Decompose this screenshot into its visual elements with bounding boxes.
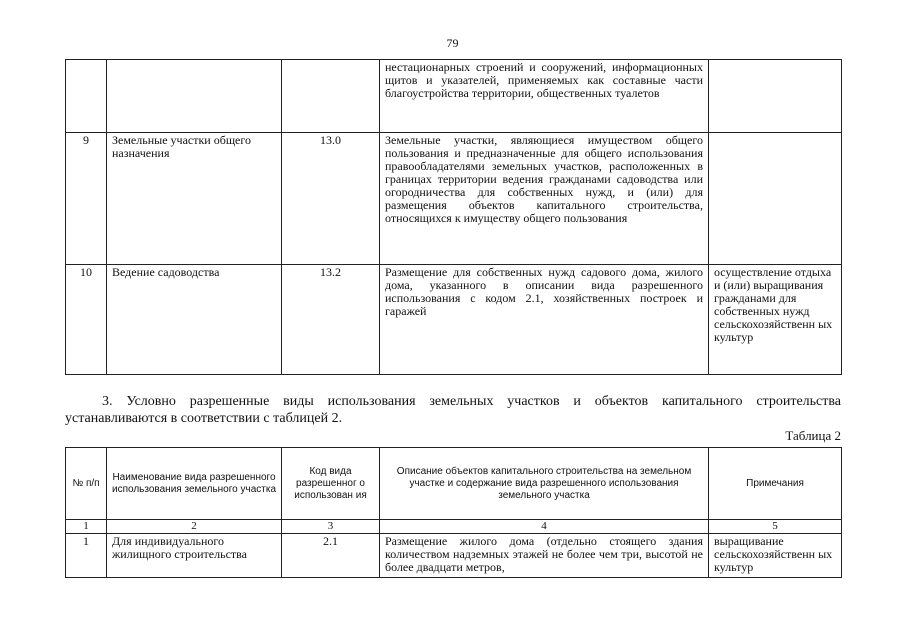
row-number [66, 60, 107, 133]
column-number: 5 [709, 520, 842, 534]
section-3-paragraph: 3. Условно разрешенные виды использования земельных участков и объектов капитального строительства устанавливаются в соответствии с таблицей 2. [65, 394, 841, 426]
use-type-description: нестационарных строений и сооружений, информационных щитов и указателей, применяемых как составные части благоустройства территории, общественных туалетов [380, 60, 709, 133]
use-type-description: Размещение для собственных нужд садового дома, жилого дома, указанного в описании вида разрешенного использования с кодом 2.1, хозяйственных построек и гаражей [380, 265, 709, 375]
page-number: 79 [446, 36, 459, 50]
use-type-note [709, 60, 842, 133]
use-type-code: 2.1 [282, 534, 380, 578]
table-row [66, 534, 842, 578]
use-type-code [282, 60, 380, 133]
use-type-name: Земельные участки общего назначения [107, 133, 282, 265]
header-description: Описание объектов капитального строительства на земельном участке и содержание вида разрешенного использования земельного участка [380, 448, 709, 520]
table-row [66, 265, 842, 375]
use-type-description: Земельные участки, являющиеся имуществом общего пользования и предназначенные для общего использования правообладателями земельных участков, расположенных в границах территории ведения гражданами садоводства или огородничества для собственных нужд, и (или) для размещения объектов капитального строительства, относящихся к имуществу общего пользования [380, 133, 709, 265]
table-1-continuation [65, 59, 842, 375]
use-type-note: выращивание сельскохозяйственн ых культур [709, 534, 842, 578]
header-note: Примечания [709, 448, 842, 520]
header-code: Код вида разрешенног о использован ия [282, 448, 380, 520]
use-type-name: Ведение садоводства [107, 265, 282, 375]
table-2 [65, 447, 842, 578]
use-type-description: Размещение жилого дома (отдельно стоящего здания количеством надземных этажей не более чем три, высотой не более двадцати метров, [380, 534, 709, 578]
use-type-name: Для индивидуального жилищного строительства [107, 534, 282, 578]
table-row [66, 133, 842, 265]
column-number: 3 [282, 520, 380, 534]
use-type-note [709, 133, 842, 265]
header-num: № п/п [66, 448, 107, 520]
use-type-note: осуществление отдыха и (или) выращивания гражданами для собственных нужд сельскохозяйственн ых культур [709, 265, 842, 375]
row-number: 1 [66, 534, 107, 578]
column-number-row [66, 520, 842, 534]
row-number: 9 [66, 133, 107, 265]
table-header-row [66, 448, 842, 520]
table-row [66, 60, 842, 133]
column-number: 1 [66, 520, 107, 534]
use-type-code: 13.2 [282, 265, 380, 375]
column-number: 2 [107, 520, 282, 534]
column-number: 4 [380, 520, 709, 534]
row-number: 10 [66, 265, 107, 375]
use-type-code: 13.0 [282, 133, 380, 265]
table-2-label: Таблица 2 [785, 428, 841, 443]
use-type-name [107, 60, 282, 133]
header-name: Наименование вида разрешенного использования земельного участка [107, 448, 282, 520]
